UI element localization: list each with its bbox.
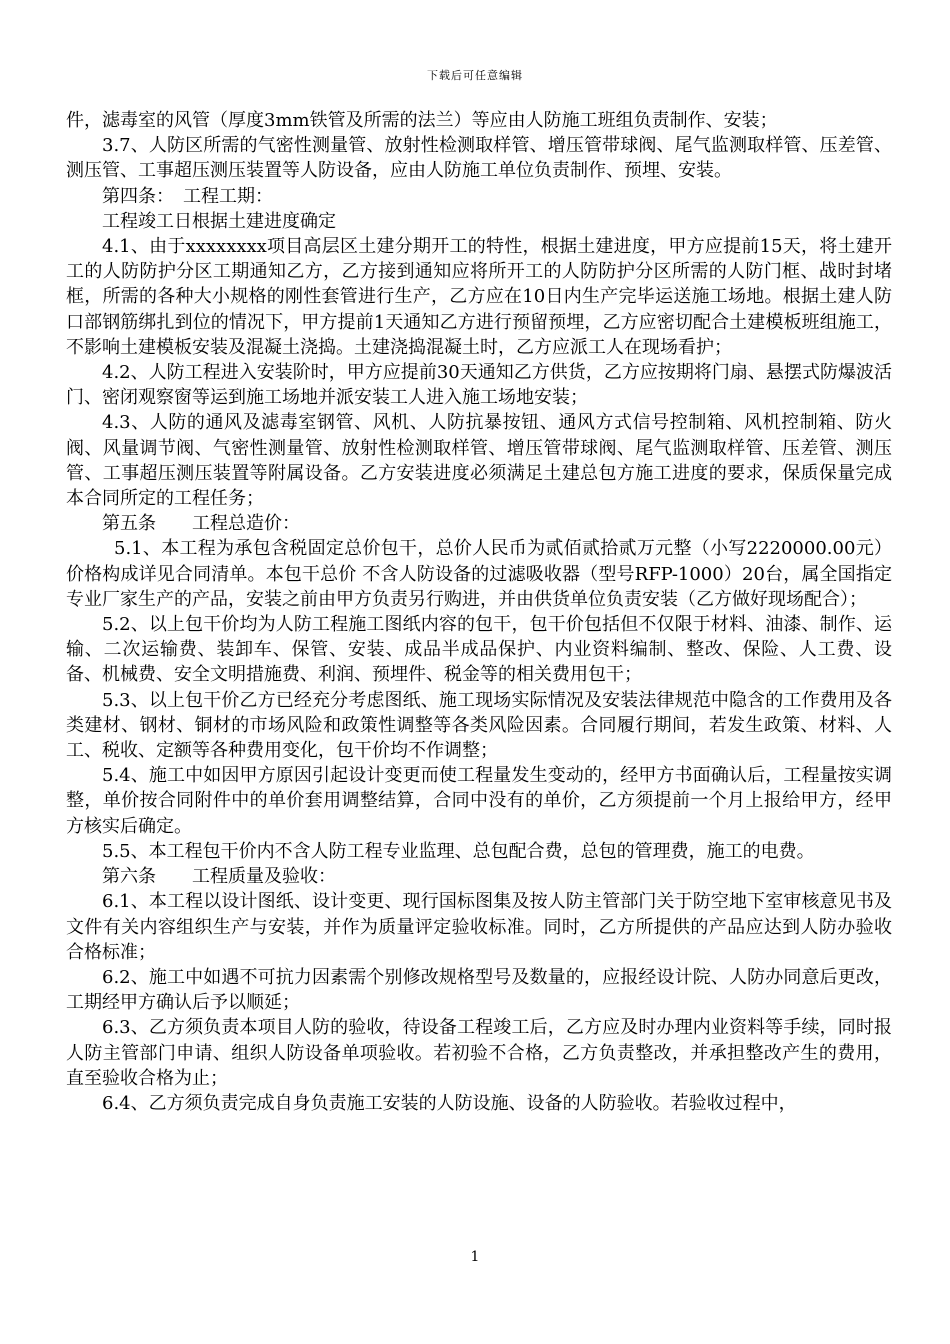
paragraph: 5.2、以上包干价均为人防工程施工图纸内容的包干，包干价包括但不仅限于材料、油漆、制作、运输、二次运输费、装卸车、保管、安装、成品半成品保护、内业资料编制、整改、保险、人工费、设备、机械费、安全文明措施费、利润、预埋件、税金等的相关费用包干； <box>66 614 892 686</box>
paragraph: 6.3、乙方须负责本项目人防的验收，待设备工程竣工后，乙方应及时办理内业资料等手续，同时报人防主管部门申请、组织人防设备单项验收。若初验不合格，乙方负责整改，并承担整改产生的费用，直至验收合格为止； <box>66 1017 892 1089</box>
paragraph: 6.4、乙方须负责完成自身负责施工安装的人防设施、设备的人防验收。若验收过程中， <box>102 1092 797 1114</box>
paragraph: 5.4、施工中如因甲方原因引起设计变更而使工程量发生变动的，经甲方书面确认后，工程量按实调整，单价按合同附件中的单价套用调整结算，合同中没有的单价，乙方须提前一个月上报给甲方，经甲方核实后确定。 <box>66 765 892 837</box>
paragraph: 6.2、施工中如遇不可抗力因素需个别修改规格型号及数量的，应报经设计院、人防办同意后更改，工期经甲方确认后予以顺延； <box>66 966 892 1014</box>
paragraph: 3.7、人防区所需的气密性测量管、放射性检测取样管、增压管带球阀、尾气监测取样管、压差管、测压管、工事超压测压装置等人防设备，应由人防施工单位负责制作、预埋、安装。 <box>66 135 892 182</box>
paragraph: 5.3、以上包干价乙方已经充分考虑图纸、施工现场实际情况及安装法律规范中隐含的工作费用及各类建材、钢材、铜材的市场风险和政策性调整等各类风险因素。合同履行期间，若发生政策、材料、人工、税收、定额等各种费用变化，包干价均不作调整； <box>66 689 892 762</box>
page-header: 下载后可任意编辑 <box>427 69 523 82</box>
paragraph: 6.1、本工程以设计图纸、设计变更、现行国标图集及按人防主管部门关于防空地下室审核意见书及文件有关内容组织生产与安装，并作为质量评定验收标准。同时，乙方所提供的产品应达到人防办验收合格标准； <box>66 891 892 963</box>
page-number: 1 <box>470 1249 480 1265</box>
paragraph: 4.2、人防工程进入安装阶时，甲方应提前30天通知乙方供货，乙方应按期将门扇、悬摆式防爆波活门、密闭观察窗等运到施工场地并派安装工人进入施工场地安装； <box>66 362 892 409</box>
paragraph: 件，滤毒室的风管（厚度3mm铁管及所需的法兰）等应由人防施工班组负责制作、安装； <box>66 110 778 131</box>
section-heading: 第五条 工程总造价： <box>102 513 300 535</box>
paragraph: 4.3、人防的通风及滤毒室钢管、风机、人防抗暴按钮、通风方式信号控制箱、风机控制箱、防火阀、风量调节阀、气密性测量管、放射性检测取样管、增压管带球阀、尾气监测取样管、压差管、测压管、工事超压测压装置等附属设备。乙方安装进度必须满足土建总包方施工进度的要求，保质保量完成本合同所定的工程任务； <box>66 412 892 510</box>
paragraph: 4.1、由于xxxxxxxx项目高层区土建分期开工的特性，根据土建进度，甲方应提前15天，将土建开工的人防防护分区工期通知乙方，乙方接到通知应将所开工的人防防护分区所需的人防门框、战时封堵框，所需的各种大小规格的刚性套管进行生产，乙方应在10日内生产完毕运送施工场地。根据土建人防口部钢筋绑扎到位的情况下，甲方提前1天通知乙方进行预留预埋，乙方应密切配合土建模板班组施工，不影响土建模板安装及混凝土浇捣。土建浇捣混凝土时，乙方应派工人在现场看护； <box>66 236 892 358</box>
section-heading: 第六条 工程质量及验收： <box>102 866 336 888</box>
paragraph: 工程竣工日根据土建进度确定 <box>102 210 336 232</box>
section-heading: 第四条： 工程工期： <box>102 185 273 207</box>
paragraph: 5.5、本工程包干价内不含人防工程专业监理、总包配合费，总包的管理费，施工的电费。 <box>102 840 815 862</box>
paragraph: 5.1、本工程为承包含税固定总价包干，总价人民币为贰佰贰拾贰万元整（小写2220000.00元）价格构成详见合同清单。本包干总价 不含人防设备的过滤吸收器（型号RFP-1000）20台，属全国指定专业厂家生产的产品，安装之前由甲方负责另行购进，并由供货单位负责安装（乙方做好现场配合）； <box>66 538 892 610</box>
document-body <box>66 108 892 1116</box>
